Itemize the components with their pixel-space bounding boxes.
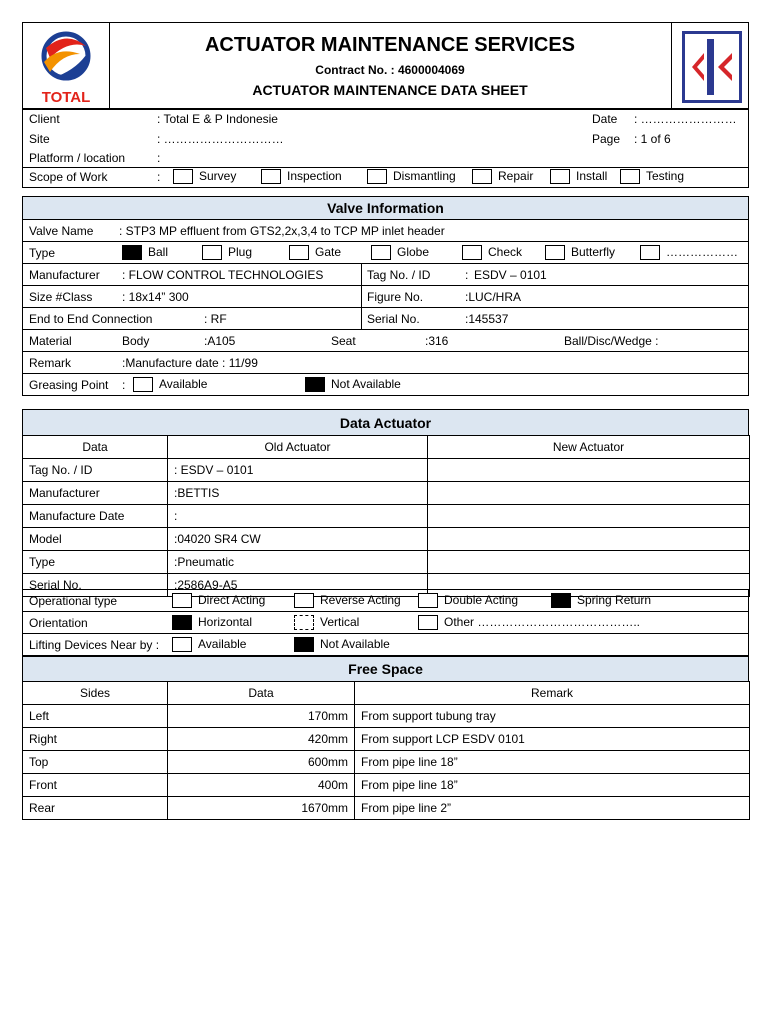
col-fs-data: Data [168, 682, 355, 705]
plug-checkbox[interactable] [202, 245, 222, 260]
double-acting-checkbox[interactable] [418, 593, 438, 608]
contract-number: Contract No. : 4600004069 [315, 63, 465, 77]
disc-label: Ball/Disc/Wedge : [564, 334, 659, 348]
orientation-label: Orientation [29, 616, 88, 630]
new-actuator-cell[interactable] [428, 551, 750, 574]
other-type-checkbox[interactable] [640, 245, 660, 260]
scope-repair[interactable]: Repair [472, 169, 533, 184]
free-space-header-row [23, 682, 750, 705]
orient-horizontal[interactable]: Horizontal [172, 615, 252, 630]
serial-label: Serial No. [367, 312, 420, 326]
table-row: Type :Pneumatic [23, 551, 750, 574]
valve-name-label: Valve Name [29, 224, 94, 238]
greasing-not-available-checkbox[interactable] [305, 377, 325, 392]
data-actuator-title: Data Actuator [22, 409, 749, 436]
type-plug[interactable]: Plug [202, 245, 252, 260]
col-data: Data [23, 436, 168, 459]
tag-label: Tag No. / ID [367, 268, 431, 282]
greasing-available-checkbox[interactable] [133, 377, 153, 392]
end-connection-value: : RF [204, 312, 227, 326]
ball-checkbox[interactable] [122, 245, 142, 260]
page-value: : 1 of 6 [634, 132, 671, 146]
lifting-label: Lifting Devices Near by : [29, 638, 160, 652]
client-value: : Total E & P Indonesie [157, 112, 278, 126]
type-check[interactable]: Check [462, 245, 522, 260]
page-label: Page [592, 132, 621, 146]
date-value: : …………………… [634, 112, 737, 126]
table-row: Tag No. / ID : ESDV – 0101 [23, 459, 750, 482]
valve-name-value: : STP3 MP effluent from GTS2,2x,3,4 to TCP MP inlet header [119, 224, 445, 238]
dk-logo [682, 31, 742, 103]
total-logo [28, 28, 104, 106]
material-label: Material [29, 334, 72, 348]
tag-colon: : [465, 268, 469, 282]
col-sides: Sides [23, 682, 168, 705]
gate-checkbox[interactable] [289, 245, 309, 260]
col-old-actuator: Old Actuator [168, 436, 428, 459]
spring-return-checkbox[interactable] [551, 593, 571, 608]
table-row: Model :04020 SR4 CW [23, 528, 750, 551]
figure-label: Figure No. [367, 290, 424, 304]
size-value: : 18x14” 300 [122, 290, 189, 304]
op-direct-acting[interactable]: Direct Acting [172, 593, 265, 608]
orient-other[interactable]: Other ………………………………….. [418, 615, 640, 630]
table-row: Right 420mm From support LCP ESDV 0101 [23, 728, 750, 751]
site-value: : ………………………… [157, 132, 284, 146]
page-subtitle: ACTUATOR MAINTENANCE DATA SHEET [252, 82, 528, 98]
type-butterfly[interactable]: Butterfly [545, 245, 615, 260]
type-other[interactable]: ……………… [640, 245, 738, 260]
lifting-available-checkbox[interactable] [172, 637, 192, 652]
repair-checkbox[interactable] [472, 169, 492, 184]
body-label: Body [122, 334, 150, 348]
globe-checkbox[interactable] [371, 245, 391, 260]
inspection-checkbox[interactable] [261, 169, 281, 184]
client-label: Client [29, 112, 60, 126]
type-gate[interactable]: Gate [289, 245, 341, 260]
remark-value: :Manufacture date : 11/99 [122, 356, 258, 370]
operational-type-label: Operational type [29, 594, 118, 608]
total-logo-icon [28, 28, 104, 106]
scope-testing[interactable]: Testing [620, 169, 684, 184]
free-space-table [22, 681, 750, 820]
remark-label: Remark [29, 356, 72, 370]
direct-acting-checkbox[interactable] [172, 593, 192, 608]
op-spring-return[interactable]: Spring Return [551, 593, 651, 608]
orient-vertical[interactable]: Vertical [294, 615, 359, 630]
table-row: Rear 1670mm From pipe line 2” [23, 797, 750, 820]
platform-value: : [157, 151, 161, 165]
serial-value: :145537 [465, 312, 509, 326]
dk-logo-icon [682, 31, 742, 103]
greasing-not-available[interactable]: Not Available [305, 377, 401, 392]
actuator-header-row [23, 436, 750, 459]
greasing-label: Greasing Point [29, 378, 109, 392]
table-row: Top 600mm From pipe line 18” [23, 751, 750, 774]
table-row: Front 400m From pipe line 18” [23, 774, 750, 797]
new-actuator-cell[interactable] [428, 482, 750, 505]
survey-checkbox[interactable] [173, 169, 193, 184]
table-row: Manufacturer :BETTIS [23, 482, 750, 505]
total-logo-text: TOTAL [41, 89, 91, 106]
type-ball[interactable]: Ball [122, 245, 168, 260]
check-checkbox[interactable] [462, 245, 482, 260]
op-reverse-acting[interactable]: Reverse Acting [294, 593, 401, 608]
manufacturer-value: : FLOW CONTROL TECHNOLOGIES [122, 268, 324, 282]
site-label: Site [29, 132, 50, 146]
scope-inspection[interactable]: Inspection [261, 169, 342, 184]
testing-checkbox[interactable] [620, 169, 640, 184]
greasing-colon: : [122, 378, 126, 392]
type-globe[interactable]: Globe [371, 245, 429, 260]
scope-dismantling[interactable]: Dismantling [367, 169, 456, 184]
table-row: Serial No. :2586A9-A5 [23, 574, 750, 597]
butterfly-checkbox[interactable] [545, 245, 565, 260]
date-label: Date [592, 112, 618, 126]
horizontal-checkbox[interactable] [172, 615, 192, 630]
scope-survey[interactable]: Survey [173, 169, 236, 184]
new-actuator-cell[interactable] [428, 505, 750, 528]
dismantling-checkbox[interactable] [367, 169, 387, 184]
new-actuator-cell[interactable] [428, 459, 750, 482]
table-row: Manufacture Date : [23, 505, 750, 528]
reverse-acting-checkbox[interactable] [294, 593, 314, 608]
seat-label: Seat [331, 334, 356, 348]
lifting-not-available-checkbox[interactable] [294, 637, 314, 652]
install-checkbox[interactable] [550, 169, 570, 184]
col-new-actuator: New Actuator [428, 436, 750, 459]
manufacturer-label: Manufacturer [29, 268, 100, 282]
scope-colon: : [157, 170, 161, 184]
lifting-available[interactable]: Available [172, 637, 246, 652]
size-label: Size #Class [29, 290, 93, 304]
scope-label: Scope of Work [29, 170, 108, 184]
col-remark: Remark [355, 682, 750, 705]
actuator-table [22, 435, 750, 597]
greasing-available[interactable]: Available [133, 377, 207, 392]
platform-label: Platform / location [29, 151, 126, 165]
op-double-acting[interactable]: Double Acting [418, 593, 518, 608]
valve-info-title: Valve Information [22, 196, 749, 220]
valve-type-label: Type [29, 246, 56, 260]
other-orientation-checkbox[interactable] [418, 615, 438, 630]
figure-value: :LUC/HRA [465, 290, 522, 304]
end-connection-label: End to End Connection [29, 312, 153, 326]
body-value: :A105 [204, 334, 236, 348]
tag-value: ESDV – 0101 [474, 268, 547, 282]
lifting-not-available[interactable]: Not Available [294, 637, 390, 652]
seat-value: :316 [425, 334, 449, 348]
page-title: ACTUATOR MAINTENANCE SERVICES [204, 34, 576, 56]
vertical-checkbox[interactable] [294, 615, 314, 630]
scope-install[interactable]: Install [550, 169, 607, 184]
table-row: Left 170mm From support tubung tray [23, 705, 750, 728]
free-space-title: Free Space [22, 656, 749, 682]
new-actuator-cell[interactable] [428, 528, 750, 551]
